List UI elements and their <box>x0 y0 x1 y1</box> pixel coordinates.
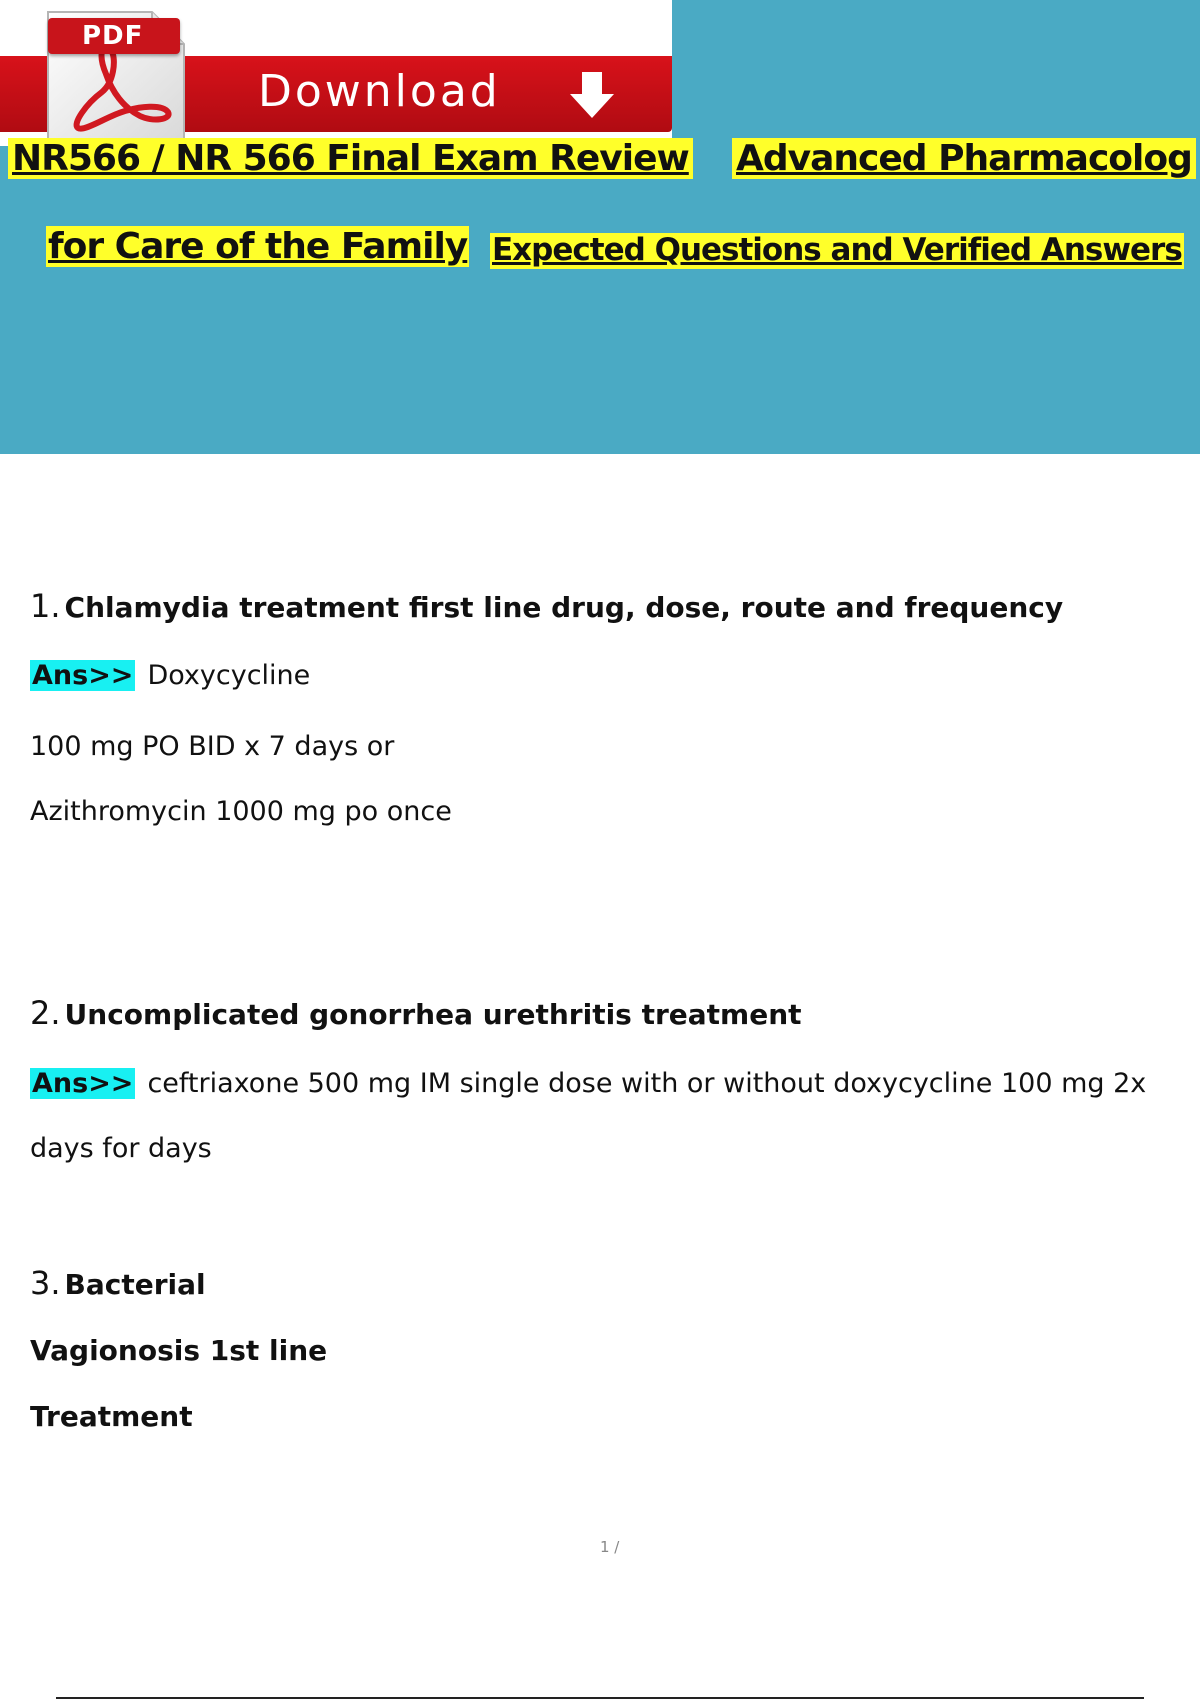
pdf-file-icon <box>44 8 190 144</box>
answer-1-line-3: Azithromycin 1000 mg po once <box>30 796 452 827</box>
question-3-line-2: Vagionosis 1st line <box>30 1334 328 1367</box>
answer-2-line-2: days for days <box>30 1133 212 1164</box>
answer-text: Doxycycline <box>147 660 311 691</box>
question-text: Chlamydia treatment first line drug, dose, route and frequency <box>64 591 1064 624</box>
title-part-3: for Care of the Family <box>48 226 468 267</box>
answer-label: Ans>> <box>32 1068 134 1099</box>
pdf-badge: PDF <box>48 18 180 54</box>
answer-1-line-1 <box>30 660 310 691</box>
title-part-4: Expected Questions and Verified Answers <box>492 232 1182 268</box>
title-part-1: NR566 / NR 566 Final Exam Review <box>8 138 693 179</box>
download-banner[interactable] <box>0 0 672 146</box>
question-number: 2. <box>30 994 61 1032</box>
question-3-line-3: Treatment <box>30 1400 193 1433</box>
question-text: Uncomplicated gonorrhea urethritis treatment <box>64 998 802 1031</box>
answer-2-line-1 <box>30 1068 1146 1099</box>
question-text: Bacterial <box>64 1268 206 1301</box>
question-2 <box>30 994 802 1032</box>
download-arrow-icon[interactable] <box>566 70 618 120</box>
question-number: 1. <box>30 587 61 625</box>
answer-1-line-2: 100 mg PO BID x 7 days or <box>30 731 395 762</box>
bottom-rule <box>56 1697 1144 1699</box>
answer-text: ceftriaxone 500 mg IM single dose with or without doxycycline 100 mg 2x <box>147 1068 1147 1099</box>
question-3 <box>30 1264 206 1302</box>
download-label[interactable]: Download <box>258 66 501 117</box>
question-1 <box>30 587 1063 625</box>
title-part-2: Advanced Pharmacolog <box>732 138 1196 179</box>
answer-label: Ans>> <box>32 660 134 691</box>
question-number: 3. <box>30 1264 61 1302</box>
page-number: 1 / <box>600 1538 620 1556</box>
